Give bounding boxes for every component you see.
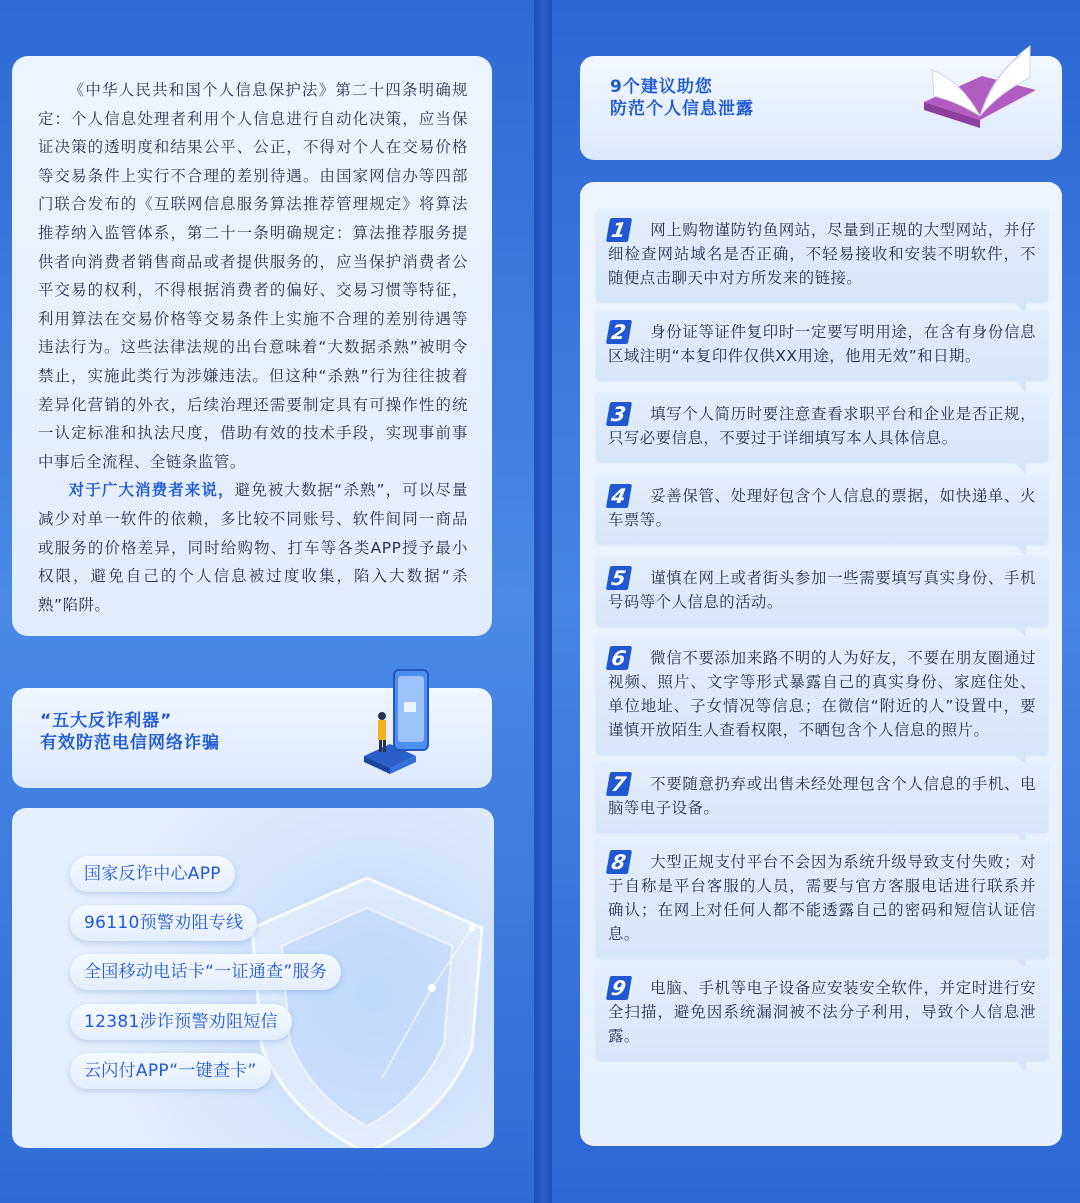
tips-title-line2: 防范个人信息泄露 [610,99,754,119]
tip-item-4 [596,474,1048,544]
tip-text: 谨慎在网上或者街头参加一些需要填写真实身份、手机号码等个人信息的活动。 [608,569,1036,611]
tip-text: 微信不要添加来路不明的人为好友，不要在朋友圈通过视频、照片、文字等形式暴露自己的真实身份、家庭住处、单位地址、子女情况等信息；在微信“附近的人”设置中，要谨慎开放陌生人查看权限，不晒包含个人信息的照片。 [608,649,1036,739]
tips-title-line1: 9个建议助您 [610,77,713,97]
consumer-lead: 对于广大消费者来说， [68,481,235,500]
tip-item-6 [596,636,1048,754]
book-icon [920,40,1040,130]
tip-number-badge: 2 [606,320,632,344]
tools-title-line1: “五大反诈利器” [40,711,173,731]
tip-item-9 [596,966,1048,1060]
tool-pill-2: 96110预警劝阻专线 [70,905,257,941]
tip-text: 网上购物谨防钓鱼网站，尽量到正规的大型网站，并仔细检查网站域名是否正确，不轻易接收和安装不明软件，不随便点击聊天中对方所发来的链接。 [608,221,1036,287]
tool-pill-1: 国家反诈中心APP [70,856,235,892]
tip-text: 身份证等证件复印时一定要写明用途，在含有身份信息区域注明“本复印件仅供XX用途，他用无效”和日期。 [608,323,1036,365]
tip-text: 电脑、手机等电子设备应安装安全软件，并定时进行安全扫描，避免因系统漏洞被不法分子利用，导致个人信息泄露。 [608,979,1036,1045]
tip-number-badge: 5 [606,566,632,590]
consumer-advice: 避免被大数据“杀熟”，可以尽量减少对单一软件的依赖，多比较不同账号、软件间同一商品或服务的价格差异，同时给购物、打车等各类APP授予最小权限，避免自己的个人信息被过度收集，陷入大数据“杀熟”陷阱。 [38,481,468,614]
tools-card [12,808,494,1148]
tip-number-badge: 9 [606,976,632,1000]
tip-number-badge: 7 [606,772,632,796]
tip-text: 妥善保管、处理好包含个人信息的票据，如快递单、火车票等。 [608,487,1036,529]
tip-number-badge: 6 [606,646,632,670]
tip-item-2 [596,310,1048,380]
tip-item-5 [596,556,1048,626]
tip-text: 填写个人简历时要注意查看求职平台和企业是否正规，只写必要信息，不要过于详细填写本人具体信息。 [608,405,1036,447]
tip-text: 不要随意扔弃或出售未经处理包含个人信息的手机、电脑等电子设备。 [608,775,1036,817]
tip-number-badge: 3 [606,402,632,426]
tip-text: 大型正规支付平台不会因为系统升级导致支付失败；对于自称是平台客服的人员，需要与官方客服电话进行联系并确认；在网上对任何人都不能透露自己的密码和短信认证信息。 [608,853,1036,943]
tip-item-8 [596,840,1048,958]
tools-title-line2: 有效防范电信网络诈骗 [40,733,220,753]
tip-number-badge: 8 [606,850,632,874]
column-divider [534,0,552,1203]
tip-number-badge: 1 [606,218,632,242]
law-paragraph-1: 《中华人民共和国个人信息保护法》第二十四条明确规定：个人信息处理者利用个人信息进行自动化决策，应当保证决策的透明度和结果公平、公正，不得对个人在交易价格等交易条件上实行不合理的差别待遇。由国家网信办等四部门联合发布的《互联网信息服务算法推荐管理规定》将算法推荐纳入监管体系，第二十一条明确规定：算法推荐服务提供者向消费者销售商品或者提供服务的，应当保护消费者公平交易的权利，不得根据消费者的偏好、交易习惯等特征，利用算法在交易价格等交易条件上实施不合理的差别待遇等违法行为。这些法律法规的出台意味着“大数据杀熟”被明令禁止，实施此类行为涉嫌违法。但这种“杀熟”行为往往披着差异化营销的外衣，后续治理还需要制定具有可操作性的统一认定标准和执法尺度，借助有效的技术手段，实现事前事中事后全流程、全链条监管。 [38,81,468,471]
law-text-card [12,56,492,636]
phone-illustration-icon [360,664,440,776]
tip-item-1 [596,208,1048,302]
tip-number-badge: 4 [606,484,632,508]
tool-pill-4: 12381涉诈预警劝阻短信 [70,1004,292,1040]
tip-item-3 [596,392,1048,462]
tool-pill-5: 云闪付APP“一键查卡” [70,1053,271,1089]
tip-item-7 [596,762,1048,832]
law-paragraph-2 [38,476,468,619]
tool-pill-3: 全国移动电话卡“一证通查”服务 [70,954,341,990]
